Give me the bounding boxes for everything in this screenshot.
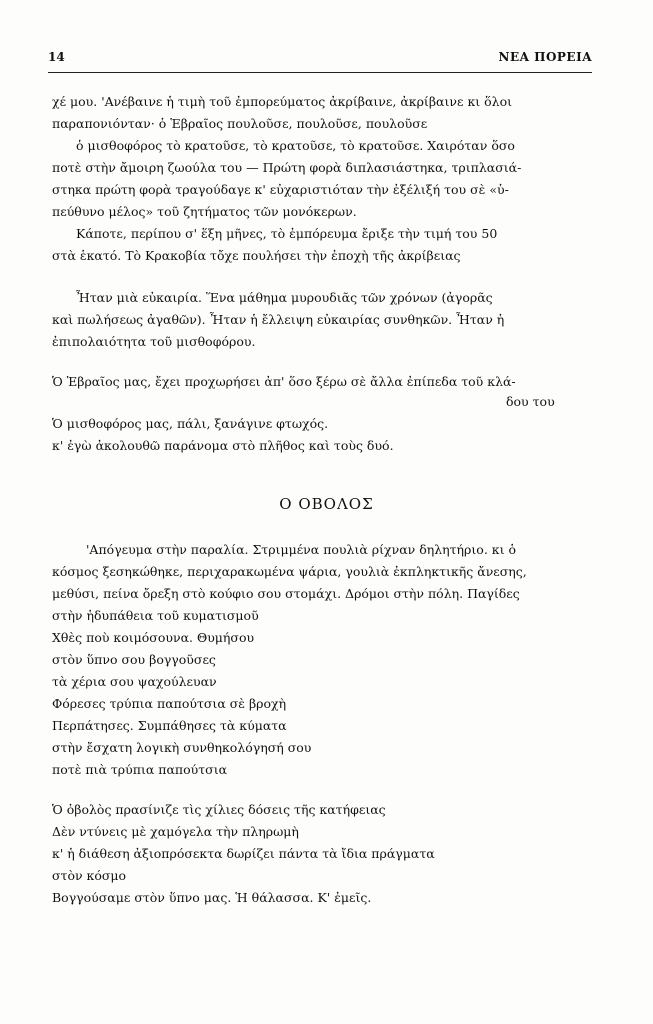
text-line: παραπονιόνταν· ὁ Ἑβραῖος πουλοῦσε, πουλοῦσε, πουλοῦσε (52, 116, 428, 131)
text-line: Κάποτε, περίπου σ' ἕξη μῆνες, τὸ ἐμπόρευμα ἔριξε τὴν τιμή του 50 (76, 226, 498, 241)
text-line: Ἦταν μιὰ εὐκαιρία. Ἕνα μάθημα μυρουδιᾶς τῶν χρόνων (ἀγορᾶς (76, 290, 493, 305)
poem-line: Ὁ ὀβολὸς πρασίνιζε τὶς χίλιες δόσεις τῆς κατήφειας (52, 802, 386, 817)
poem-line: 'Απόγευμα στὴν παραλία. Στριμμένα πουλιὰ ρίχναν δηλητήριο. κι ὁ (86, 542, 516, 557)
poem-line: κόσμος ξεσηκώθηκε, περιχαρακωμένα ψάρια, γουλιὰ ἐκπληκτικῆς ἄνεσης, (52, 564, 527, 579)
text-line: Ὁ μισθοφόρος μας, πάλι, ξανάγινε φτωχός. (52, 416, 329, 431)
header-rule (48, 72, 592, 73)
poem-line: στὸν κόσμο (52, 868, 127, 883)
page-number: 14 (48, 50, 65, 64)
poem-line: Βογγούσαμε στὸν ὕπνο μας. Ἡ θάλασσα. Κ' ἐμεῖς. (52, 890, 372, 905)
poem-line: στὴν ἡδυπάθεια τοῦ κυματισμοῦ (52, 608, 259, 623)
poem-line: ποτὲ πιὰ τρύπια παπούτσια (52, 762, 228, 777)
text-line: πεύθυνο μέλος» τοῦ ζητήματος τῶν μονόκερων. (52, 204, 357, 219)
poem-line: Περπάτησες. Συμπάθησες τὰ κύματα (52, 718, 287, 733)
poem-line: κ' ἡ διάθεση ἀξιοπρόσεκτα δωρίζει πάντα τὰ ἴδια πράγματα (52, 846, 435, 861)
poem-line: μεθύσι, πείνα ὄρεξη στὸ κούφιο σου στομάχι. Δρόμοι στὴν πόλη. Παγίδες (52, 586, 520, 601)
text-line: χέ μου. 'Ανέβαινε ἡ τιμὴ τοῦ ἐμπορεύματος ἀκρίβαινε, ἀκρίβαινε κι ὅλοι (52, 94, 513, 109)
poem-line: Φόρεσες τρύπια παπούτσια σὲ βροχὴ (52, 696, 287, 711)
poem-line: Χθὲς ποὺ κοιμόσουνα. Θυμήσου (52, 630, 255, 645)
text-line: Ὁ Ἑβραῖος μας, ἔχει προχωρήσει ἀπ' ὅσο ξέρω σὲ ἄλλα ἐπίπεδα τοῦ κλά- (52, 374, 516, 389)
text-line: δου του (506, 394, 555, 409)
journal-title: ΝΕΑ ΠΟΡΕΙΑ (498, 50, 592, 64)
page-header (48, 50, 592, 70)
poem-line: τὰ χέρια σου ψαχούλευαν (52, 674, 217, 689)
poem-line: Δὲν ντύνεις μὲ χαμόγελα τὴν πληρωμὴ (52, 824, 299, 839)
text-line: καὶ πωλήσεως ἀγαθῶν). Ἦταν ἡ ἔλλειψη εὐκαιρίας συνθηκῶν. Ἦταν ἡ (52, 312, 505, 327)
text-line: κ' ἐγὼ ἀκολουθῶ παράνομα στὸ πλῆθος καὶ τοὺς δυό. (52, 438, 394, 453)
poem-title: Ο ΟΒΟΛΟΣ (279, 495, 374, 513)
text-line: ποτὲ στὴν ἄμοιρη ζωούλα του — Πρώτη φορὰ διπλασιάστηκα, τριπλασιά- (52, 160, 522, 175)
text-line: στηκα πρώτη φορὰ τραγούδαγε κ' εὐχαριστιόταν τὴν ἐξέλιξή του σὲ «ὑ- (52, 182, 509, 197)
text-line: ὁ μισθοφόρος τὸ κρατοῦσε, τὸ κρατοῦσε, τὸ κρατοῦσε. Χαιρόταν ὅσο (76, 138, 515, 153)
poem-line: στὸν ὕπνο σου βογγοῦσες (52, 652, 216, 667)
text-line: στὰ ἑκατό. Τὸ Κρακοβία τὄχε πουλήσει τὴν ἐποχὴ τῆς ἀκρίβειας (52, 248, 461, 263)
poem-line: στὴν ἔσχατη λογικὴ συνθηκολόγησή σου (52, 740, 312, 755)
text-line: ἐπιπολαιότητα τοῦ μισθοφόρου. (52, 334, 256, 349)
